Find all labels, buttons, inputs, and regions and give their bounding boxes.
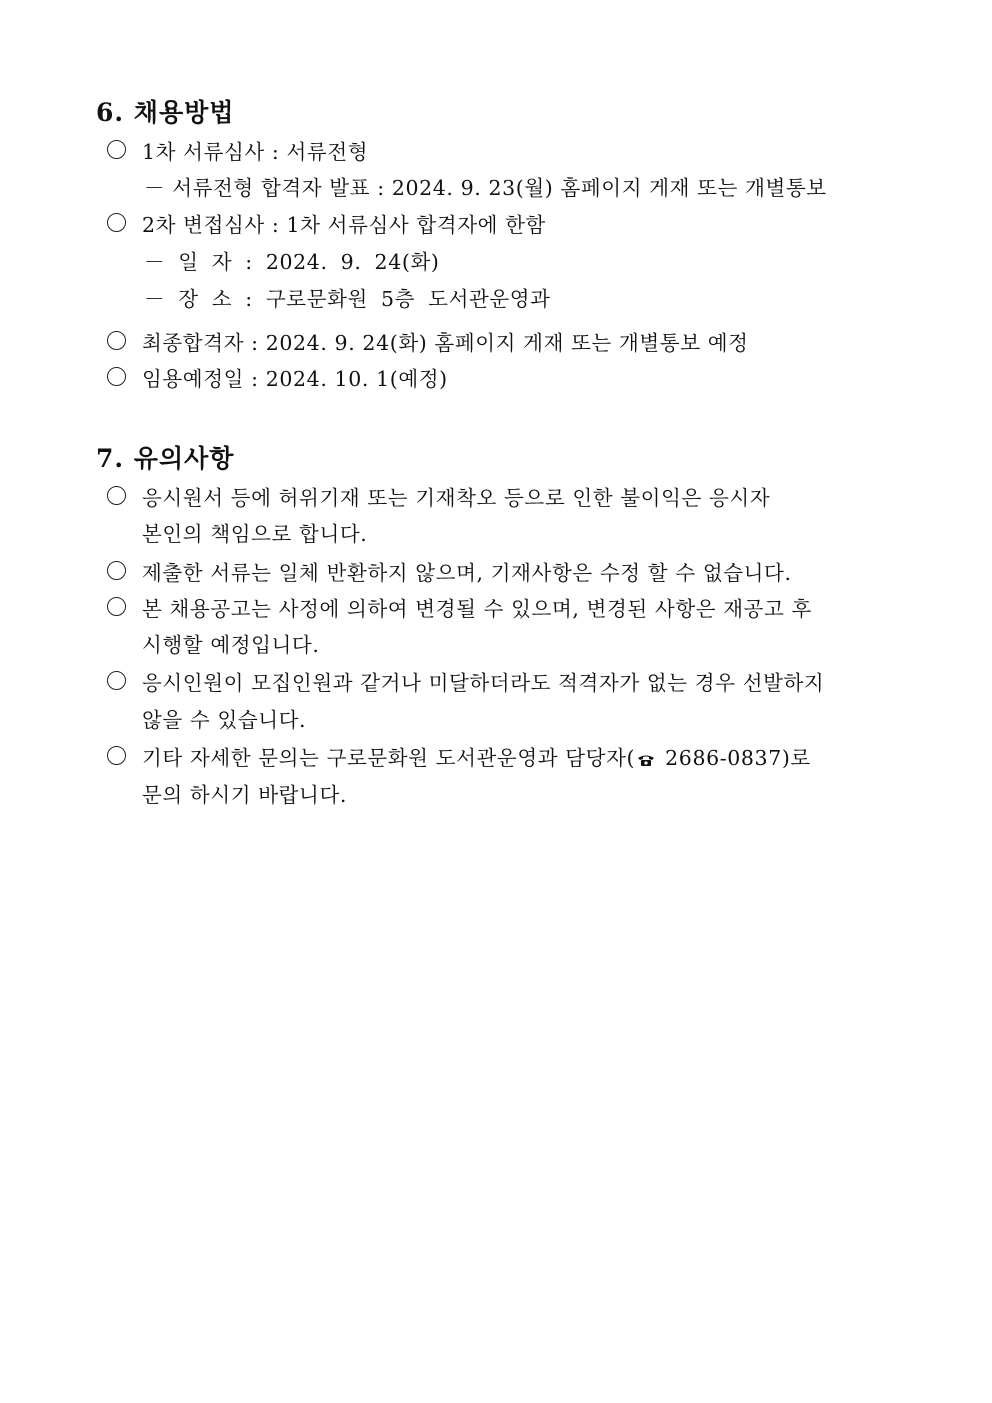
item-second-interview: 2차 변접심사 : 1차 서류심사 합격자에 한함 (142, 213, 546, 237)
item-final-pass: 최종합격자 : 2024. 9. 24(화) 홈페이지 게재 또는 개별통보 예정 (142, 331, 749, 355)
notice-no-qualified-line1: 응시인원이 모집인원과 같거나 미달하더라도 적격자가 없는 경우 선발하지 (142, 671, 825, 695)
notice-contact-line1 (142, 741, 811, 771)
circle-bullet-icon (107, 140, 126, 159)
notice-false-entry-line2: 본인의 책임으로 합니다. (142, 522, 368, 546)
notice-false-entry-line1: 응시원서 등에 허위기재 또는 기재착오 등으로 인한 불이익은 응시자 (142, 486, 771, 510)
notice-documents-not-returned: 제출한 서류는 일체 반환하지 않으며, 기재사항은 수정 할 수 없습니다. (142, 561, 792, 585)
item-first-screening-announcement: － 서류전형 합격자 발표 : 2024. 9. 23(월) 홈페이지 게재 또는 개별통보 (144, 176, 827, 200)
item-first-screening: 1차 서류심사 : 서류전형 (142, 140, 369, 164)
notice-contact-phone: 2686-0837)로 (658, 746, 811, 770)
circle-bullet-icon (107, 367, 126, 386)
notice-contact-text: 기타 자세한 문의는 구로문화원 도서관운영과 담당자( (142, 746, 636, 770)
item-second-interview-place: － 장 소 : 구로문화원 5층 도서관운영과 (144, 287, 551, 311)
circle-bullet-icon (107, 486, 126, 505)
circle-bullet-icon (107, 561, 126, 580)
circle-bullet-icon (107, 671, 126, 690)
circle-bullet-icon (107, 213, 126, 232)
circle-bullet-icon (107, 746, 126, 765)
notice-announcement-change-line1: 본 채용공고는 사정에 의하여 변경될 수 있으며, 변경된 사항은 재공고 후 (142, 597, 812, 621)
item-second-interview-date: － 일 자 : 2024. 9. 24(화) (144, 250, 440, 274)
item-appointment-date: 임용예정일 : 2024. 10. 1(예정) (142, 367, 448, 391)
circle-bullet-icon (107, 331, 126, 350)
notice-no-qualified-line2: 않을 수 있습니다. (142, 708, 307, 732)
circle-bullet-icon (107, 597, 126, 616)
section-6-title: 6. 채용방법 (96, 98, 235, 127)
telephone-icon (637, 747, 655, 759)
notice-contact-line2: 문의 하시기 바랍니다. (142, 783, 347, 807)
section-7-title: 7. 유의사항 (96, 444, 235, 473)
notice-announcement-change-line2: 시행할 예정입니다. (142, 633, 320, 657)
